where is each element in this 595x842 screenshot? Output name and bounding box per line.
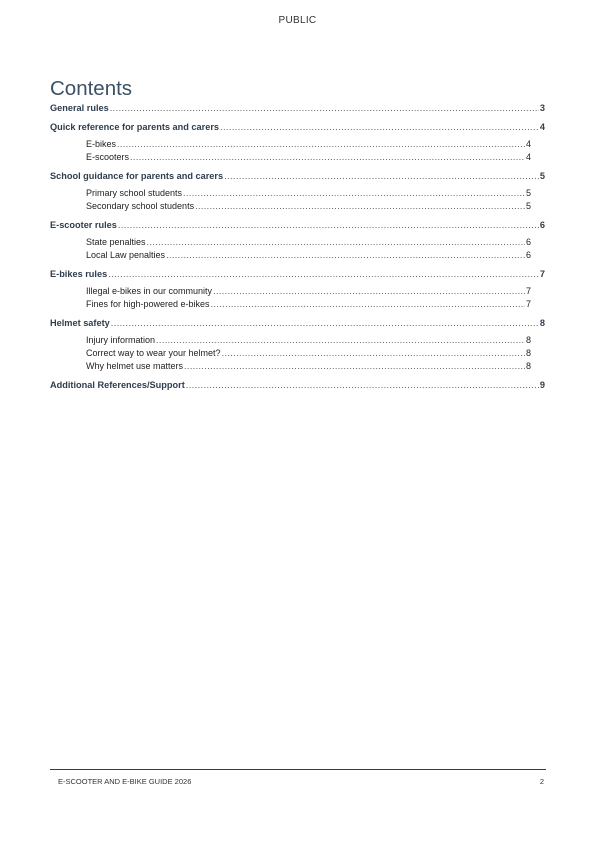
toc-page-number: 7 [525, 299, 531, 309]
toc-page-number: 6 [539, 220, 545, 230]
dot-leader [130, 151, 525, 164]
dot-leader [117, 138, 525, 151]
toc-subentry-label: Injury information [86, 335, 156, 345]
page-title: Contents [50, 77, 133, 100]
toc-page-number: 4 [539, 122, 545, 132]
dot-leader [186, 379, 539, 392]
toc-entry-general-rules[interactable] [50, 102, 545, 115]
toc-entry-label: Quick reference for parents and carers [50, 122, 220, 132]
toc-page-number: 8 [525, 361, 531, 371]
toc-page-number: 5 [525, 201, 531, 211]
toc-page-number: 9 [539, 380, 545, 390]
toc-subentry-e-bikes[interactable] [50, 138, 531, 151]
dot-leader [220, 121, 539, 134]
dot-leader [118, 219, 539, 232]
footer-page-number: 2 [539, 777, 544, 786]
classification-label: PUBLIC [278, 15, 317, 26]
dot-leader [110, 102, 539, 115]
toc-page-number: 8 [539, 318, 545, 328]
dot-leader [224, 170, 539, 183]
footer-document-title: E-SCOOTER AND E-BIKE GUIDE 2026 [58, 777, 192, 786]
toc-entry-school-guidance[interactable] [50, 170, 545, 183]
toc-subentry-secondary-school[interactable] [50, 200, 531, 213]
toc-subentry-label: E-scooters [86, 152, 130, 162]
dot-leader [156, 334, 525, 347]
toc-entry-label: E-scooter rules [50, 220, 117, 230]
footer-divider [50, 769, 546, 770]
toc-subentry-primary-school[interactable] [50, 187, 531, 200]
toc-entry-label: Additional References/Support [50, 380, 185, 390]
dot-leader [147, 236, 525, 249]
dot-leader [108, 268, 539, 281]
table-of-contents [50, 102, 545, 392]
toc-page-number: 8 [525, 335, 531, 345]
toc-subentry-label: State penalties [86, 237, 146, 247]
dot-leader [166, 249, 525, 262]
toc-entry-label: General rules [50, 103, 109, 113]
toc-subentry-label: Why helmet use matters [86, 361, 184, 371]
toc-subentry-label: Fines for high-powered e-bikes [86, 299, 210, 309]
toc-entry-e-scooter-rules[interactable] [50, 219, 545, 232]
toc-subentry-label: Illegal e-bikes in our community [86, 286, 213, 296]
toc-entry-label: School guidance for parents and carers [50, 171, 224, 181]
toc-page-number: 5 [525, 188, 531, 198]
dot-leader [222, 347, 525, 360]
toc-subentry-wear-helmet[interactable] [50, 347, 531, 360]
toc-subentry-label: E-bikes [86, 139, 117, 149]
dot-leader [213, 285, 525, 298]
dot-leader [211, 298, 525, 311]
toc-subentry-label: Correct way to wear your helmet? [86, 348, 221, 358]
toc-subentry-fines-high-powered[interactable] [50, 298, 531, 311]
toc-entry-label: Helmet safety [50, 318, 110, 328]
toc-page-number: 4 [525, 152, 531, 162]
toc-page-number: 6 [525, 237, 531, 247]
toc-entry-e-bikes-rules[interactable] [50, 268, 545, 281]
toc-subentry-local-law-penalties[interactable] [50, 249, 531, 262]
toc-subentry-label: Local Law penalties [86, 250, 166, 260]
dot-leader [195, 200, 525, 213]
toc-page-number: 7 [539, 269, 545, 279]
toc-entry-quick-reference[interactable] [50, 121, 545, 134]
dot-leader [111, 317, 539, 330]
toc-page-number: 7 [525, 286, 531, 296]
toc-page-number: 3 [539, 103, 545, 113]
dot-leader [184, 360, 525, 373]
toc-page-number: 5 [539, 171, 545, 181]
toc-entry-label: E-bikes rules [50, 269, 108, 279]
toc-subentry-state-penalties[interactable] [50, 236, 531, 249]
toc-page-number: 4 [525, 139, 531, 149]
toc-subentry-e-scooters[interactable] [50, 151, 531, 164]
toc-subentry-injury-information[interactable] [50, 334, 531, 347]
toc-entry-additional-references[interactable] [50, 379, 545, 392]
toc-subentry-label: Primary school students [86, 188, 183, 198]
toc-page-number: 6 [525, 250, 531, 260]
toc-subentry-label: Secondary school students [86, 201, 195, 211]
dot-leader [183, 187, 525, 200]
toc-entry-helmet-safety[interactable] [50, 317, 545, 330]
toc-subentry-why-helmet-matters[interactable] [50, 360, 531, 373]
toc-page-number: 8 [525, 348, 531, 358]
toc-subentry-illegal-e-bikes[interactable] [50, 285, 531, 298]
